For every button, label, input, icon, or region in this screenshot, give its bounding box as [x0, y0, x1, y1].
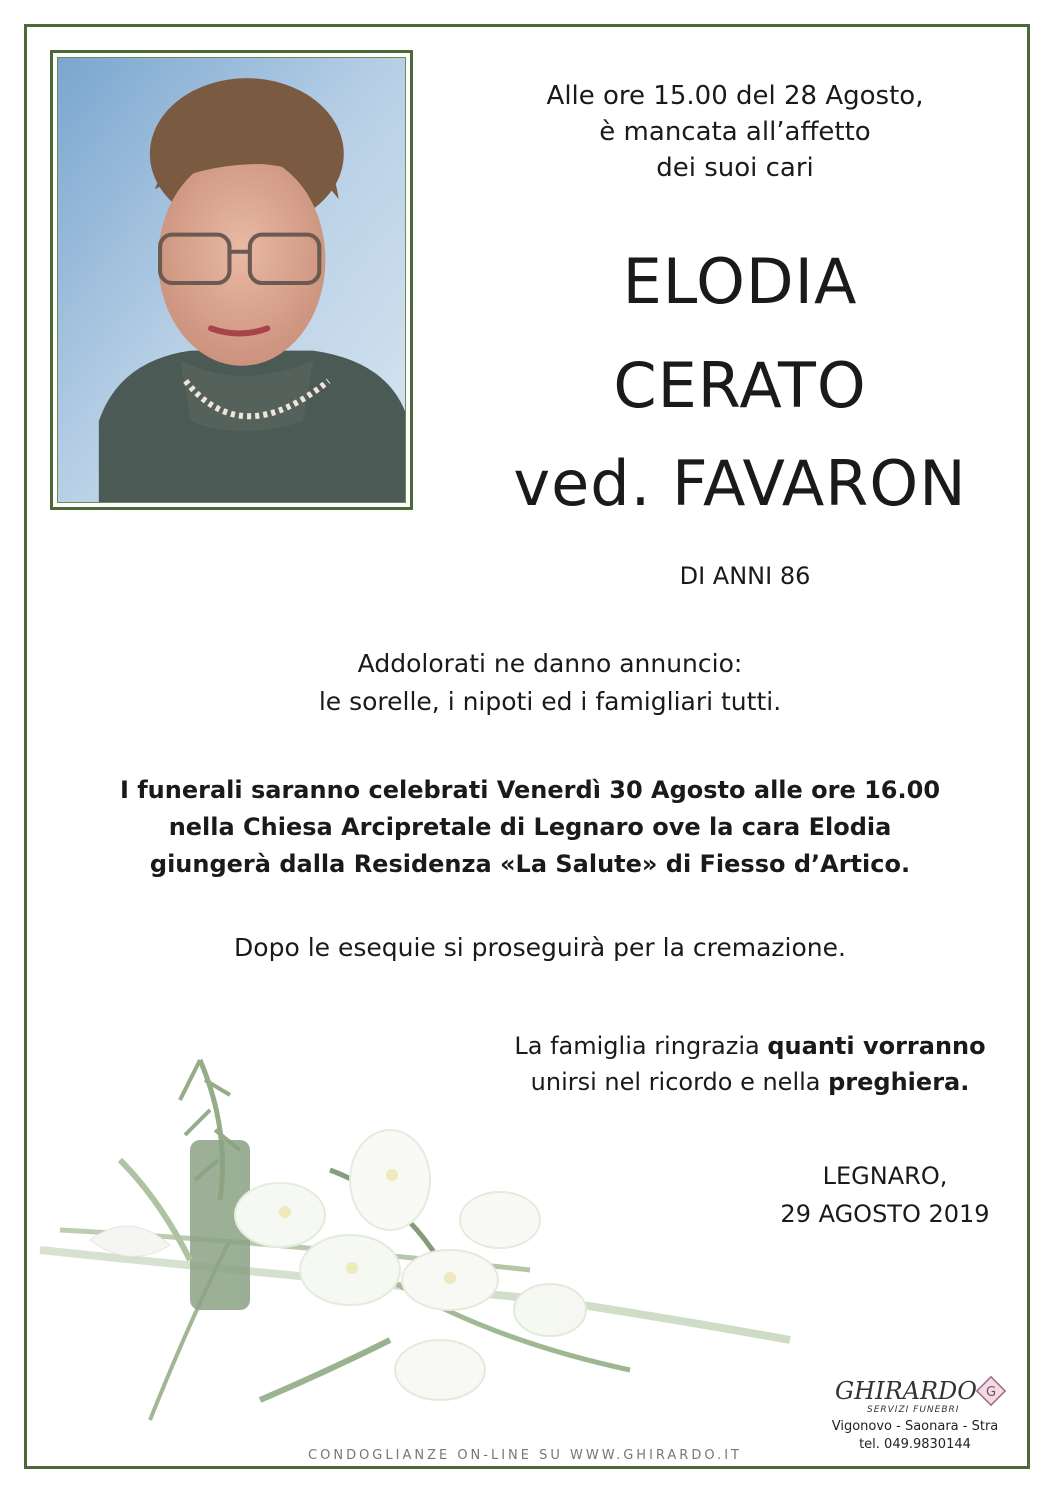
thanks-line-2-bold: preghiera.: [828, 1068, 970, 1096]
online-condolences: CONDOGLIANZE ON-LINE SU WWW.GHIRARDO.IT: [308, 1448, 742, 1463]
funeral-line-1: I funerali saranno celebrati Venerdì 30 Agosto alle ore 16.00: [119, 776, 941, 804]
deceased-last-name: CERATO: [613, 349, 867, 422]
funeral-home-logo: [815, 1375, 1015, 1465]
logo-name: GHIRARDO: [835, 1377, 977, 1405]
place: LEGNARO,: [822, 1162, 948, 1190]
logo-towns: Vigonovo - Saonara - Stra: [831, 1419, 999, 1434]
funeral-line-3: giungerà dalla Residenza «La Salute» di Fiesso d’Artico.: [149, 850, 911, 878]
death-notice-intro: [520, 78, 950, 186]
funeral-line-2: nella Chiesa Arcipretale di Legnaro ove la cara Elodia: [168, 813, 892, 841]
logo-subtitle: SERVIZI FUNEBRI: [867, 1405, 960, 1415]
thanks-line-2: [490, 1064, 1010, 1100]
portrait-photo: [50, 50, 413, 510]
announcement: [230, 645, 870, 721]
thanks-line-1: [490, 1028, 1010, 1064]
funeral-details: [60, 772, 1000, 883]
deceased-first-name: ELODIA: [622, 245, 858, 318]
thanks-line-1-bold: quanti vorranno: [767, 1032, 986, 1060]
date: 29 AGOSTO 2019: [780, 1200, 990, 1228]
thanks-line-1-text: La famiglia ringrazia: [514, 1032, 768, 1060]
intro-line-1: Alle ore 15.00 del 28 Agosto,: [546, 81, 924, 111]
deceased-age: DI ANNI 86: [679, 562, 811, 590]
deceased-widow-of: ved. FAVARON: [513, 447, 967, 520]
diamond-g-icon: [975, 1375, 1007, 1407]
calla-lily-bouquet-icon: [30, 1040, 800, 1460]
announcement-line-1: Addolorati ne danno annuncio:: [357, 649, 743, 678]
portrait-photo-icon: [58, 58, 405, 502]
place-and-date: [760, 1157, 1010, 1233]
family-thanks: [490, 1028, 1010, 1100]
thanks-line-2-text: unirsi nel ricordo e nella: [530, 1068, 829, 1096]
badge-letter: G: [985, 1385, 997, 1400]
after-service-note: Dopo le esequie si proseguirà per la cremazione.: [234, 933, 846, 962]
announcement-line-2: le sorelle, i nipoti ed i famigliari tutti.: [318, 687, 782, 716]
logo-phone: tel. 049.9830144: [859, 1437, 971, 1452]
intro-line-2: è mancata all’affetto: [599, 117, 871, 147]
intro-line-3: dei suoi cari: [656, 153, 814, 183]
